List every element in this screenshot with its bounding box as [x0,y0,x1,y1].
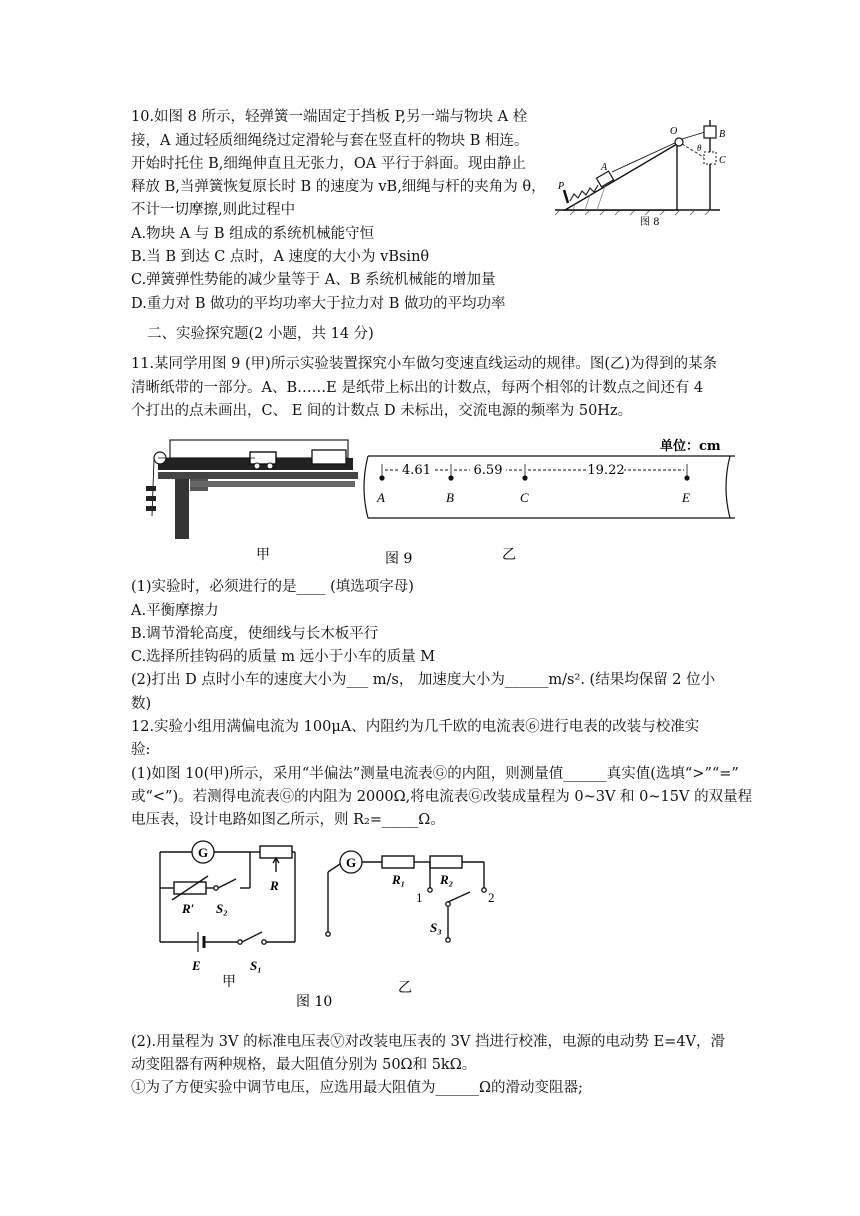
q11-line-3: 个打出的点未画出，C、 E 间的计数点 D 未标出，交流电源的频率为 50Hz。 [131,403,633,419]
fig9-unit: 单位：cm [660,439,721,454]
q12-part-2-line-2: 动变阻器有两种规格，最大阻值分别为 50Ω和 5kΩ。 [131,1057,477,1073]
q10-line-3: 开始时托住 B,细绳伸直且无张力，OA 平行于斜面。现由静止 [131,156,526,172]
fig8-label-o: O [670,126,678,137]
q12-line-4: 或“<”)。若测得电流表Ⓖ的内阻为 2000Ω,将电流表Ⓖ改装成量程为 0~3V 和 0~15V 的双量程 [131,789,753,805]
q12-line-2: 验: [131,742,151,758]
fig10-label-r2: R₂ [440,872,454,887]
q12-line-5: 电压表，设计电路如图乙所示，则 R₂=_____Ω。 [131,812,445,828]
tape-distance-label: 6.59 [473,463,503,478]
q11-part-2: (2)打出 D 点时小车的速度大小为___ m/s， 加速度大小为______m/s². (结果均保留 2 位小 [131,672,716,688]
fig10-label-s3: S₃ [430,920,442,935]
q10-option-c: C.弹簧弹性势能的减少量等于 A、B 系统机械能的增加量 [131,272,496,288]
figure-10 [150,836,500,1016]
q12-part-2-line-1: (2).用量程为 3V 的标准电压表Ⓥ对改装电压表的 3V 挡进行校准，电源的电动势 E=4V，滑 [131,1034,726,1050]
tape-distance-label: 4.61 [402,463,431,478]
q10-option-d: D.重力对 B 做功的平均功率大于拉力对 B 做功的平均功率 [131,296,506,312]
figure-8 [555,110,735,228]
q10-line-5: 不计一切摩擦,则此过程中 [131,202,296,218]
q11-option-a: A.平衡摩擦力 [131,603,219,619]
tape-label-b: B [446,490,454,505]
fig10-label-e: E [192,958,201,973]
q10-line-1: 10.如图 8 所示，轻弹簧一端固定于挡板 P,另一端与物块 A 栓 [131,109,528,125]
tape-label-c: C [520,490,529,505]
fig10-label-rp: R′ [182,901,195,916]
q10-option-b: B.当 B 到达 C 点时，A 速度的大小为 vBsinθ [131,249,430,265]
fig10-circuit-left [160,846,295,952]
q12-line-1: 12.实验小组用满偏电流为 100μA、内阻约为几千欧的电流表⑥进行电表的改装与校准实 [131,719,700,735]
q11-part-1: (1)实验时，必须进行的是____ (填选项字母) [131,579,414,595]
figure-9 [130,426,735,571]
tape-label-a: A [377,490,385,505]
q11-option-c: C.选择所挂钩码的质量 m 远小于小车的质量 M [131,649,436,665]
fig10-label-s1: S₁ [250,958,262,973]
tape-point-e [684,475,689,480]
fig8-label-theta: θ [697,143,702,153]
q11-option-b: B.调节滑轮高度，使细线与长木板平行 [131,626,379,642]
fig8-label-p: P [558,181,565,192]
fig10-caption: 图 10 [296,994,333,1010]
fig10-g-right: G [346,855,357,870]
fig9-right-label: 乙 [502,547,516,563]
fig10-label-1: 1 [416,890,423,905]
q10-line-2: 接，A 通过轻质细绳绕过定滑轮与套在竖直杆的物块 B 相连。 [131,133,529,149]
fig10-label-r: R [270,878,279,893]
fig10-label-r1: R₁ [392,872,406,887]
q10-line-4: 释放 B,当弹簧恢复原长时 B 的速度为 vB,细绳与杆的夹角为 θ， [131,179,546,195]
fig8-label-b: B [719,129,726,140]
fig10-left-label: 甲 [222,974,236,990]
tape-point-a [379,475,384,480]
fig8-label-c: C [719,155,726,166]
fig10-g-left: G [198,845,209,860]
fig8-label-a: A [601,162,608,173]
tape-point-b [448,475,453,480]
q10-option-a: A.物块 A 与 B 组成的系统机械能守恒 [131,226,375,242]
fig10-label-s2: S₂ [216,901,228,916]
section-heading: 二、实验探究题(2 小题，共 14 分) [147,326,374,342]
fig9-apparatus [146,440,358,539]
q11-part-2-cont: 数) [131,696,152,712]
fig9-caption: 图 9 [385,551,413,567]
fig10-label-2: 2 [488,890,495,905]
fig9-left-label: 甲 [256,547,270,563]
q11-line-2: 清晰纸带的一部分。A、B……E 是纸带上标出的计数点，每两个相邻的计数点之间还有 4 [131,380,704,396]
tape-label-e: E [682,490,690,505]
q11-line-1: 11.某同学用图 9 (甲)所示实验装置探究小车做匀变速直线运动的规律。图(乙)为得到的某条 [131,356,718,372]
fig8-caption: 图 8 [640,217,660,228]
tape-distance-label: 19.22 [587,463,625,478]
q12-part-2-line-3: ①为了方便实验中调节电压，应选用最大阻值为______Ω的滑动变阻器; [131,1080,583,1096]
tape-point-c [522,475,527,480]
q12-line-3: (1)如图 10(甲)所示，采用“半偏法”测量电流表Ⓖ的内阻，则测量值______真实值(选填“>”“=” [131,766,739,782]
fig10-right-label: 乙 [398,980,412,996]
